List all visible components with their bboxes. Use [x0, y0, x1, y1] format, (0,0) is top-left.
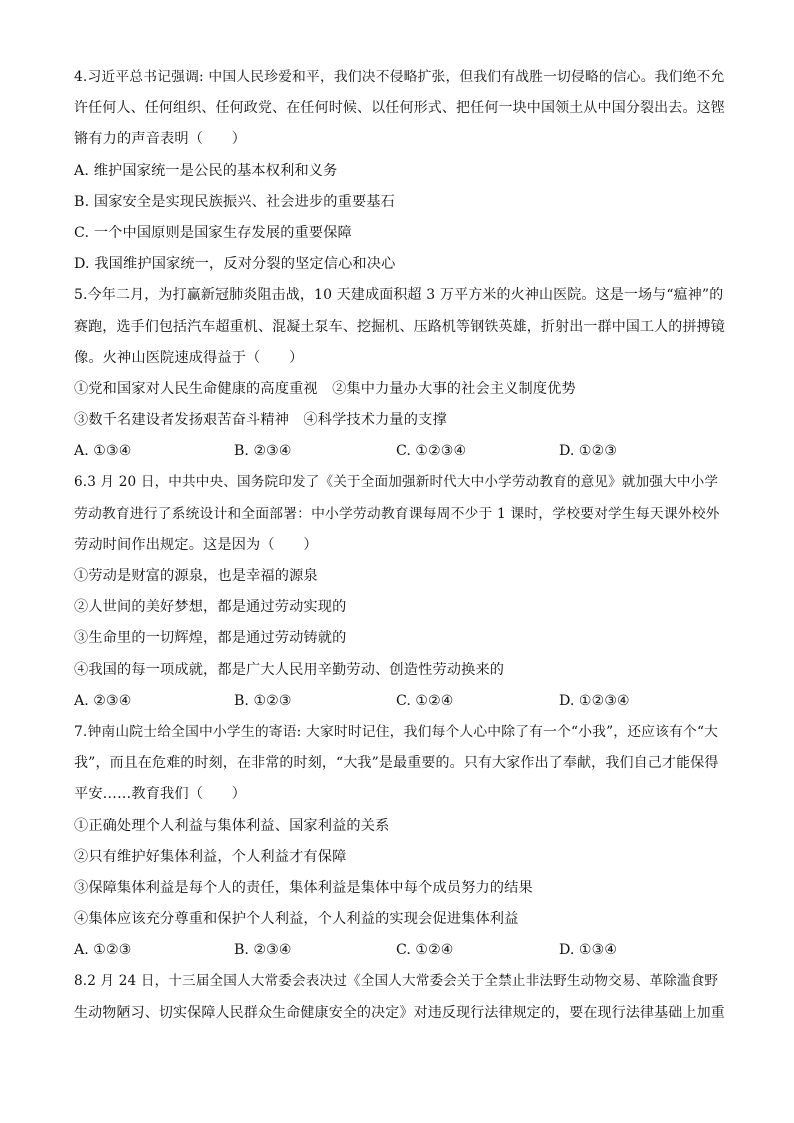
question-text-line: 8.2 月 24 日，十三届全国人大常委会表决过《全国人大常委会关于全禁止非法野生动物交易、革除滥食野	[74, 973, 719, 990]
statement-item: ③保障集体利益是每个人的责任，集体利益是集体中每个成员努力的结果	[74, 879, 533, 896]
statement-item: ③生命里的一切辉煌，都是通过劳动铸就的	[74, 630, 347, 647]
statement-item: ①劳动是财富的源泉，也是幸福的源泉	[74, 568, 318, 584]
question-text-line: 许任何人、任何组织、任何政党、在任何时候、以任何形式、把任何一块中国领土从中国分裂出去。这铿	[74, 100, 725, 117]
choice-d: D. 我国维护国家统一，反对分裂的坚定信心和决心	[74, 256, 396, 273]
choices-row	[74, 436, 726, 467]
exam-page	[74, 62, 726, 1029]
question-text-line: 生动物陋习、切实保障人民群众生命健康安全的决定》对违反现行法律规定的，要在现行法律基础上加重	[74, 1004, 725, 1021]
question-8	[74, 966, 726, 1028]
question-7	[74, 717, 726, 967]
statement-item: ④集体应该充分尊重和保护个人利益，个人利益的实现会促进集体利益	[74, 911, 519, 928]
question-4	[74, 62, 726, 280]
question-text-line: 6.3 月 20 日，中共中央、国务院印发了《关于全面加强新时代大中小学劳动教育的意见》就加强大中小学	[74, 474, 719, 491]
choice-b: B. ①②③	[234, 692, 292, 709]
choice-a: A. ①③④	[74, 443, 132, 460]
choice-b: B. 国家安全是实现民族振兴、社会进步的重要基石	[74, 193, 395, 210]
question-text-line: 平安……教育我们（ ）	[74, 786, 247, 803]
choice-a: A. ②③④	[74, 692, 132, 709]
question-text-line: 劳动时间作出规定。这是因为（ ）	[74, 536, 318, 553]
question-5	[74, 280, 726, 467]
statement-item: ②只有维护好集体利益，个人利益才有保障	[74, 848, 347, 865]
question-text-line: 我”，而且在危难的时刻，在非常的时刻，“大我”是最重要的。只有大家作出了奉献，我们自己才能保得	[74, 755, 719, 772]
choices-row	[74, 935, 726, 966]
choice-c: C. 一个中国原则是国家生存发展的重要保障	[74, 224, 352, 241]
statement-item: ①党和国家对人民生命健康的高度重视 ②集中力量办大事的社会主义制度优势	[74, 380, 576, 397]
question-text-line: 锵有力的声音表明（ ）	[74, 131, 247, 148]
choice-c: C. ①②④	[396, 942, 454, 959]
question-text-line: 7.钟南山院士给全国中小学生的寄语: 大家时时记住，我们每个人心中除了有一个“小我”，还应该有个“大	[74, 723, 719, 740]
choice-d: D. ①②③	[559, 443, 618, 460]
choice-b: B. ②③④	[234, 443, 292, 460]
choices-row	[74, 686, 726, 717]
question-6	[74, 467, 726, 717]
question-text-line: 劳动教育进行了系统设计和全面部署：中小学劳动教育课每周不少于 1 课时，学校要对学生每天课外校外	[74, 505, 720, 522]
statement-item: ①正确处理个人利益与集体利益、国家利益的关系	[74, 817, 390, 834]
choice-a: A. 维护国家统一是公民的基本权利和义务	[74, 162, 338, 179]
question-text-line: 赛跑，选手们包括汽车超重机、混凝土泵车、挖掘机、压路机等钢铁英雄，折射出一群中国工人的拼搏镜	[74, 318, 725, 335]
question-text-line: 4.习近平总书记强调: 中国人民珍爱和平，我们决不侵略扩张，但我们有战胜一切侵略的信心。我们绝不允	[74, 69, 725, 85]
statement-item: ③数千名建设者发扬艰苦奋斗精神 ④科学技术力量的支撑	[74, 412, 447, 429]
question-text-line: 像。火神山医院速成得益于（ ）	[74, 349, 304, 366]
choice-a: A. ①②③	[74, 942, 132, 959]
choice-d: D. ①③④	[559, 942, 618, 959]
statement-item: ②人世间的美好梦想，都是通过劳动实现的	[74, 599, 347, 616]
choice-c: C. ①②③④	[396, 443, 467, 460]
choice-c: C. ①②④	[396, 692, 454, 709]
choice-b: B. ②③④	[234, 942, 292, 959]
question-text-line: 5.今年二月，为打赢新冠肺炎阻击战，10 天建成面积超 3 万平方米的火神山医院。这是一场与“瘟神”的	[74, 287, 724, 304]
choice-d: D. ①②③④	[559, 692, 630, 709]
statement-item: ④我国的每一项成就，都是广大人民用辛勤劳动、创造性劳动换来的	[74, 661, 505, 678]
